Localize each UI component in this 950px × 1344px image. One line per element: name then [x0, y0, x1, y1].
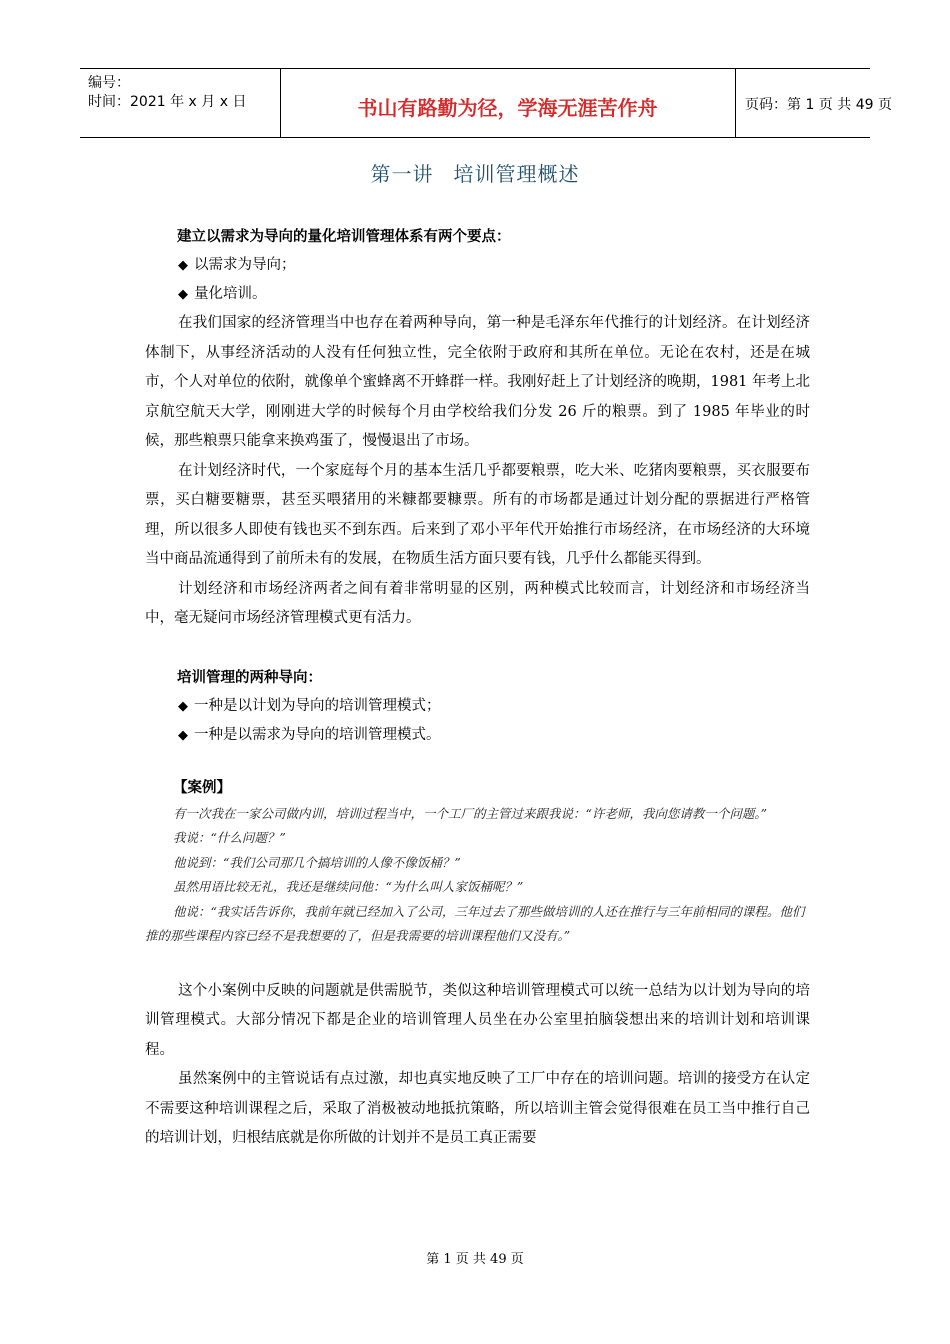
- header-motto: 书山有路勤为径，学海无涯苦作舟: [357, 96, 658, 120]
- header-page-number: 页码：第 1 页 共 49 页: [745, 97, 892, 113]
- bullet-item: [145, 692, 810, 721]
- section-heading: 培训管理的两种导向：: [177, 669, 322, 686]
- document-body: [145, 224, 810, 1154]
- document-number-label: 编号：: [88, 75, 130, 91]
- case-line: 他说：“我实话告诉你，我前年就已经加入了公司，三年过去了那些做培训的人还在推行与三年前相同的课程。他们推的那些课程内容已经不是我想要的了，但是我需要的培训课程他们又没有。”: [145, 903, 805, 943]
- document-date-label: 时间：2021 年 x 月 x 日: [88, 94, 247, 110]
- body-paragraph: 在我们国家的经济管理当中也存在着两种导向，第一种是毛泽东年代推行的计划经济。在计划经济体制下，从事经济活动的人没有任何独立性，完全依附于政府和其所在单位。无论在农村，还是在城市，个人对单位的依附，就像单个蜜蜂离不开蜂群一样。我刚好赶上了计划经济的晚期，1981 年考上北京航空航天大学，刚刚进大学的时候每个月由学校给我们分发 26 斤的粮票。到了 1985 年毕业的时候，那些粮票只能拿来换鸡蛋了，慢慢退出了市场。: [145, 315, 811, 449]
- diamond-bullet-icon: ◆: [178, 727, 188, 743]
- diamond-bullet-icon: ◆: [178, 287, 188, 302]
- header-page-cell: [735, 69, 892, 137]
- case-line: 有一次我在一家公司做内训，培训过程当中，一个工厂的主管过来跟我说：“许老师，我向您请教一个问题。”: [173, 805, 768, 821]
- bullet-text: 一种是以计划为导向的培训管理模式；: [194, 697, 441, 714]
- title-lecture-name: 培训管理概述: [453, 162, 580, 186]
- bullet-text: 以需求为导向；: [194, 257, 296, 273]
- page-footer: 第 1 页 共 49 页: [426, 1252, 524, 1267]
- case-line: 我说：“什么问题？”: [173, 830, 286, 845]
- case-line: 他说到：“我们公司那几个搞培训的人像不像饭桶？”: [173, 854, 461, 870]
- title-lecture-number: 第一讲: [370, 162, 434, 186]
- bullet-text: 一种是以需求为导向的培训管理模式。: [194, 726, 441, 743]
- page-title: [0, 158, 950, 187]
- header-motto-cell: [280, 69, 736, 137]
- body-paragraph: 这个小案例中反映的问题就是供需脱节，类似这种培训管理模式可以统一总结为以计划为导向的培训管理模式。大部分情况下都是企业的培训管理人员坐在办公室里拍脑袋想出来的培训计划和培训课程。: [145, 982, 810, 1058]
- bullet-text: 量化培训。: [194, 286, 267, 302]
- bullet-item: [145, 251, 810, 280]
- header-table: [80, 68, 892, 138]
- case-line: 虽然用语比较无礼，我还是继续问他：“为什么叫人家饭桶呢？”: [173, 879, 524, 894]
- body-paragraph: 在计划经济时代，一个家庭每个月的基本生活几乎都要粮票，吃大米、吃猪肉要粮票，买衣服要布票，买白糖要糖票，甚至买喂猪用的米糠都要糠票。所有的市场都是通过计划分配的票据进行严格管理，所以很多人即使有钱也买不到东西。后来到了邓小平年代开始推行市场经济，在市场经济的大环境当中商品流通得到了前所未有的发展，在物质生活方面只要有钱，几乎什么都能买得到。: [145, 462, 810, 567]
- diamond-bullet-icon: ◆: [178, 258, 188, 273]
- section-heading: 建立以需求为导向的量化培训管理体系有两个要点：: [177, 229, 511, 245]
- body-paragraph: 虽然案例中的主管说话有点过激，却也真实地反映了工厂中存在的培训问题。培训的接受方在认定不需要这种培训课程之后，采取了消极被动地抵抗策略，所以培训主管会觉得很难在员工当中推行自己的培训计划，归根结底就是你所做的计划并不是员工真正需要: [145, 1071, 810, 1146]
- case-heading: 【案例】: [173, 779, 231, 796]
- bullet-item: [145, 280, 810, 309]
- bullet-item: [145, 721, 810, 750]
- diamond-bullet-icon: ◆: [178, 698, 188, 714]
- body-paragraph: 计划经济和市场经济两者之间有着非常明显的区别，两种模式比较而言，计划经济和市场经济当中，毫无疑问市场经济管理模式更有活力。: [145, 580, 810, 626]
- header-meta-cell: [80, 69, 281, 137]
